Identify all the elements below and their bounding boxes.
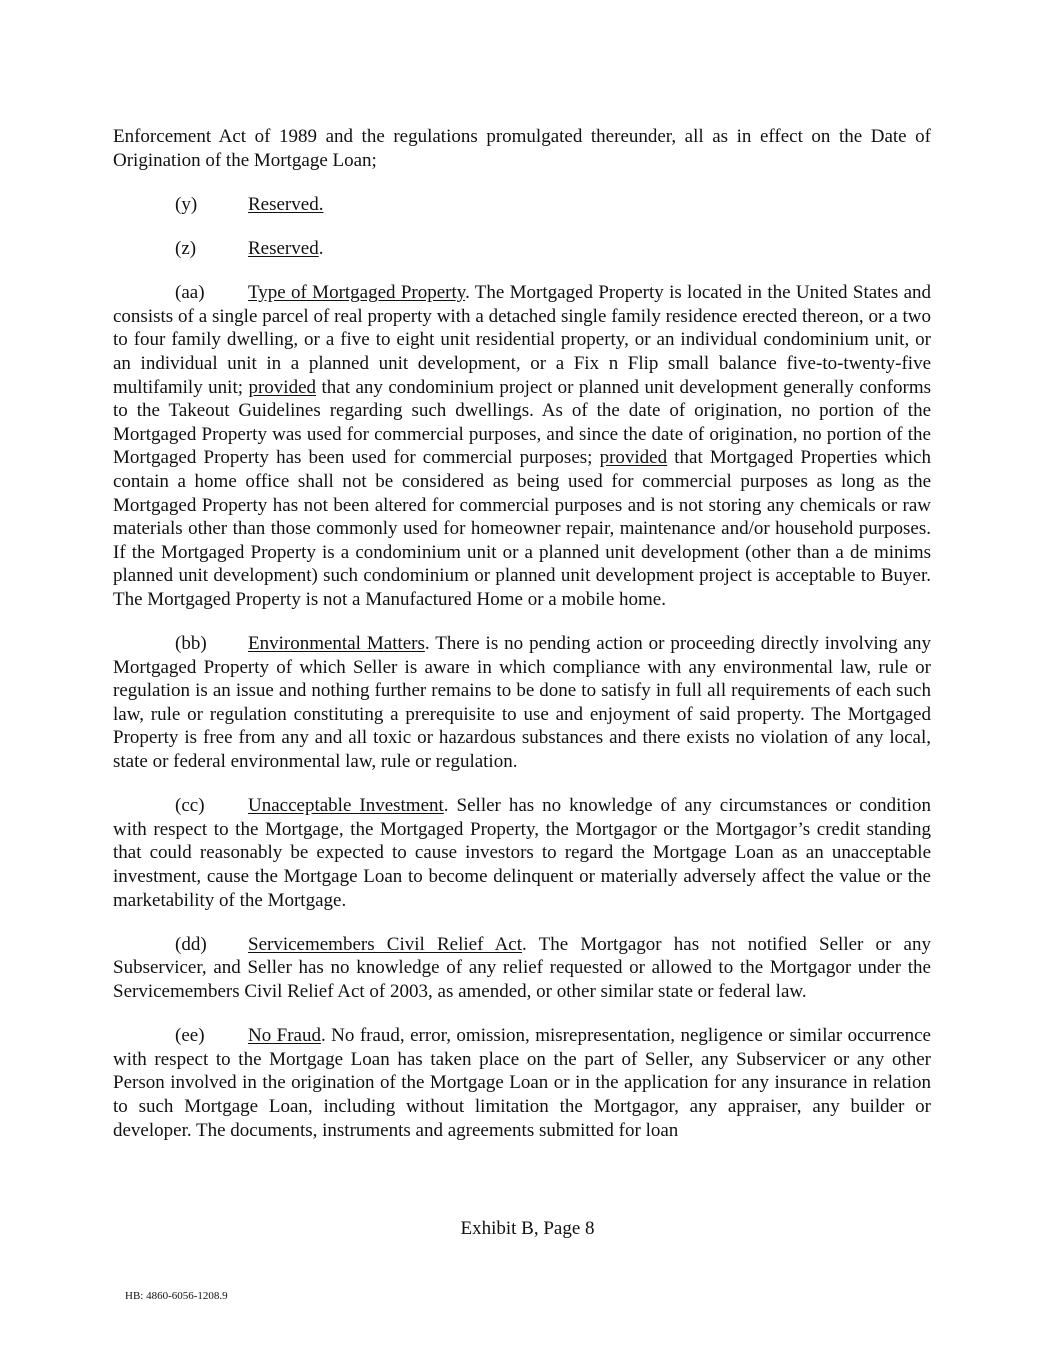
item-text: No fraud, error, omission, misrepresentation, negligence or similar occurrence with respect to the Mortgage Loan has taken place on the part of Seller, any Subservicer or any other Person involved in the origination of the Mortgage Loan or in the application for any insurance in relation to such Mortgage Loan, including without limitation the Mortgagor, any appraiser, any builder or developer. The documents, instruments and agreements submitted for loan bbox=[113, 1025, 931, 1141]
item-heading: Environmental Matters bbox=[248, 633, 425, 655]
provided-term: provided bbox=[599, 447, 668, 469]
item-heading: Reserved. bbox=[248, 193, 324, 215]
item-text: that any condominium project or planned unit development generally conforms to the Takeout Guidelines regarding such dwellings. As of the date of origination, no portion of the Mortgaged Property was used for commercial purposes, and since the date of origination, no portion of the Mortgaged Property has been used for commercial purposes; bbox=[113, 376, 931, 469]
item-z bbox=[113, 237, 931, 261]
item-heading-punct: . bbox=[318, 237, 324, 259]
document-body bbox=[113, 125, 931, 1163]
item-heading-punct: . bbox=[522, 933, 527, 955]
item-heading: No Fraud bbox=[248, 1025, 321, 1047]
item-heading: Reserved bbox=[248, 237, 319, 259]
item-text: that Mortgaged Properties which contain a home office shall not be considered as being used for commercial purposes as long as the Mortgaged Property has not been altered for commercial purposes and is not storing any chemicals or raw materials other than those commonly used for homeowner repair, maintenance and/or household purposes. If the Mortgaged Property is a condominium unit or a planned unit development (other than a de minims planned unit development) such condominium or planned unit development project is acceptable to Buyer. The Mortgaged Property is not a Manufactured Home or a mobile home. bbox=[113, 447, 931, 610]
item-label: (z) bbox=[175, 237, 197, 259]
item-heading-punct: . bbox=[320, 1025, 326, 1047]
item-text: There is no pending action or proceeding directly involving any Mortgaged Property of which Seller is aware in which compliance with any environmental law, rule or regulation is an issue and nothing further remains to be done to satisfy in full all requirements of each such law, rule or regulation constituting a prerequisite to use and enjoyment of said property. The Mortgaged Property is free from any and all toxic or hazardous substances and there exists no violation of any local, state or federal environmental law, rule or regulation. bbox=[113, 633, 931, 773]
page-footer: Exhibit B, Page 8 bbox=[460, 1218, 595, 1239]
item-label: (ee) bbox=[175, 1025, 205, 1047]
item-text: Seller has no knowledge of any circumstances or condition with respect to the Mortgage, the Mortgaged Property, the Mortgagor or the Mortgagor’s credit standing that could reasonably be expected to cause investors to regard the Mortgage Loan as an unacceptable investment, cause the Mortgage Loan to become delinquent or materially adversely affect the value or the marketability of the Mortgage. bbox=[113, 795, 931, 911]
item-label: (y) bbox=[175, 193, 198, 215]
item-heading: Servicemembers Civil Relief Act bbox=[248, 933, 522, 955]
item-heading-punct: . bbox=[443, 795, 449, 817]
item-ee bbox=[113, 1024, 931, 1142]
item-bb bbox=[113, 632, 931, 774]
item-label: (bb) bbox=[175, 633, 207, 655]
item-dd bbox=[113, 933, 931, 1004]
item-text: The Mortgaged Property is located in the United States and consists of a single parcel of real property with a detached single family residence erected thereon, or a two to four family dwelling, or a five to eight unit residential property, or an individual condominium unit, or an individual unit in a planned unit development, or a Fix n Flip small balance five-to-twenty-five multifamily unit; bbox=[113, 282, 932, 398]
item-text: The Mortgagor has not notified Seller or any Subservicer, and Seller has no knowledge of any relief requested or allowed to the Mortgagor under the Servicemembers Civil Relief Act of 2003, as amended, or other similar state or federal law. bbox=[113, 933, 931, 1002]
item-y bbox=[113, 193, 931, 217]
item-heading-punct: . bbox=[465, 282, 470, 304]
document-id: HB: 4860-6056-1208.9 bbox=[125, 1290, 228, 1302]
item-label: (aa) bbox=[175, 282, 205, 304]
provided-term: provided bbox=[248, 376, 317, 398]
item-label: (cc) bbox=[175, 795, 205, 817]
intro-paragraph: Enforcement Act of 1989 and the regulations promulgated thereunder, all as in effect on the Date of Origination of the Mortgage Loan; bbox=[113, 126, 931, 171]
item-cc bbox=[113, 794, 931, 912]
item-aa bbox=[113, 281, 931, 611]
item-label: (dd) bbox=[175, 933, 207, 955]
item-heading: Type of Mortgaged Property bbox=[248, 282, 466, 304]
item-heading: Unacceptable Investment bbox=[248, 795, 444, 817]
item-heading-punct: . bbox=[424, 633, 430, 655]
